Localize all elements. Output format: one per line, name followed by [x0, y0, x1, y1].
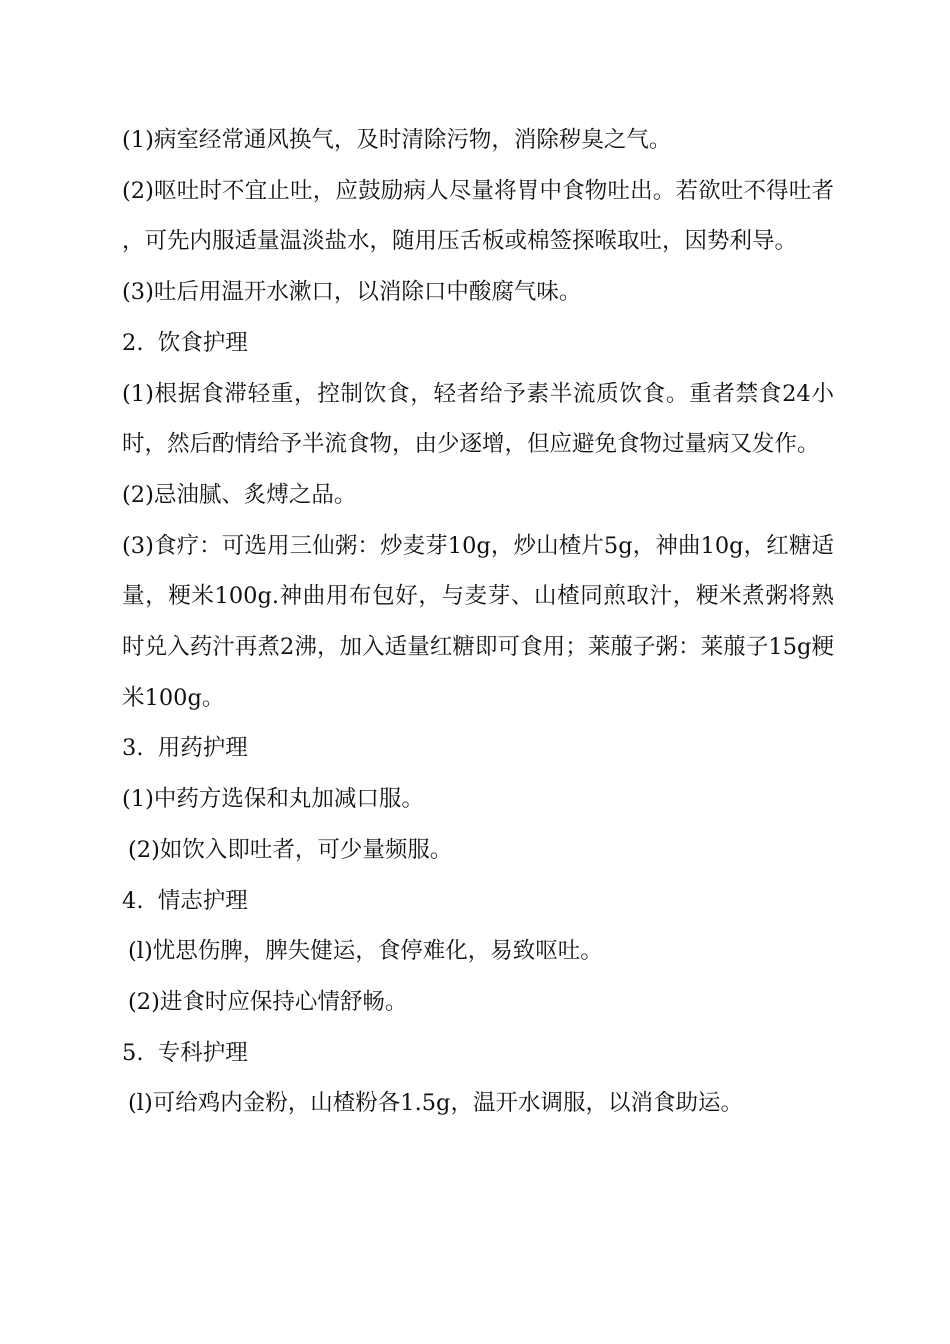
paragraph-diet-therapy: (3)食疗：可选用三仙粥：炒麦芽10g，炒山楂片5g，神曲10g，红糖适量，粳米100g.神曲用布包好，与麦芽、山楂同煎取汁，粳米煮粥将熟时兑入药汁再煮2沸，加入适量红糖即可食用；莱菔子粥：莱菔子15g粳米100g。 [122, 532, 834, 711]
paragraph-ventilation: (1)病室经常通风换气，及时清除污物，消除秽臭之气。 [122, 127, 672, 153]
paragraph-vomiting-guidance: (2)呕吐时不宜止吐，应鼓励病人尽量将胃中食物吐出。若欲吐不得吐者，可先内服适量温淡盐水，随用压舌板或棉签探喉取吐，因势利导。 [122, 177, 834, 255]
paragraph-mouth-rinse: (3)吐后用温开水漱口，以消除口中酸腐气味。 [122, 279, 582, 306]
paragraph-herbal-prescription: (1)中药方选保和丸加减口服。 [122, 786, 424, 813]
paragraph-frequent-dosing: (2)如饮入即吐者，可少量频服。 [128, 836, 453, 863]
section-heading-medication: 3. 用药护理 [122, 735, 248, 762]
paragraph-mood-eating: (2)进食时应保持心情舒畅。 [128, 988, 408, 1015]
paragraph-diet-control: (1)根据食滞轻重，控制饮食，轻者给予素半流质饮食。重者禁食24小时，然后酌情给予半流食物，由少逐增，但应避免食物过量病又发作。 [122, 380, 834, 458]
section-heading-specialty: 5. 专科护理 [122, 1039, 248, 1066]
document-body [122, 115, 834, 1129]
section-heading-emotional: 4. 情志护理 [122, 887, 248, 914]
paragraph-worry-spleen: (l)忧思伤脾，脾失健运，食停难化，易致呕吐。 [128, 938, 603, 965]
paragraph-digestive-powder: (l)可给鸡内金粉，山楂粉各1.5g，温开水调服，以消食助运。 [128, 1090, 743, 1117]
paragraph-avoid-greasy: (2)忌油腻、炙煿之品。 [122, 481, 357, 508]
section-heading-diet: 2. 饮食护理 [122, 329, 248, 356]
